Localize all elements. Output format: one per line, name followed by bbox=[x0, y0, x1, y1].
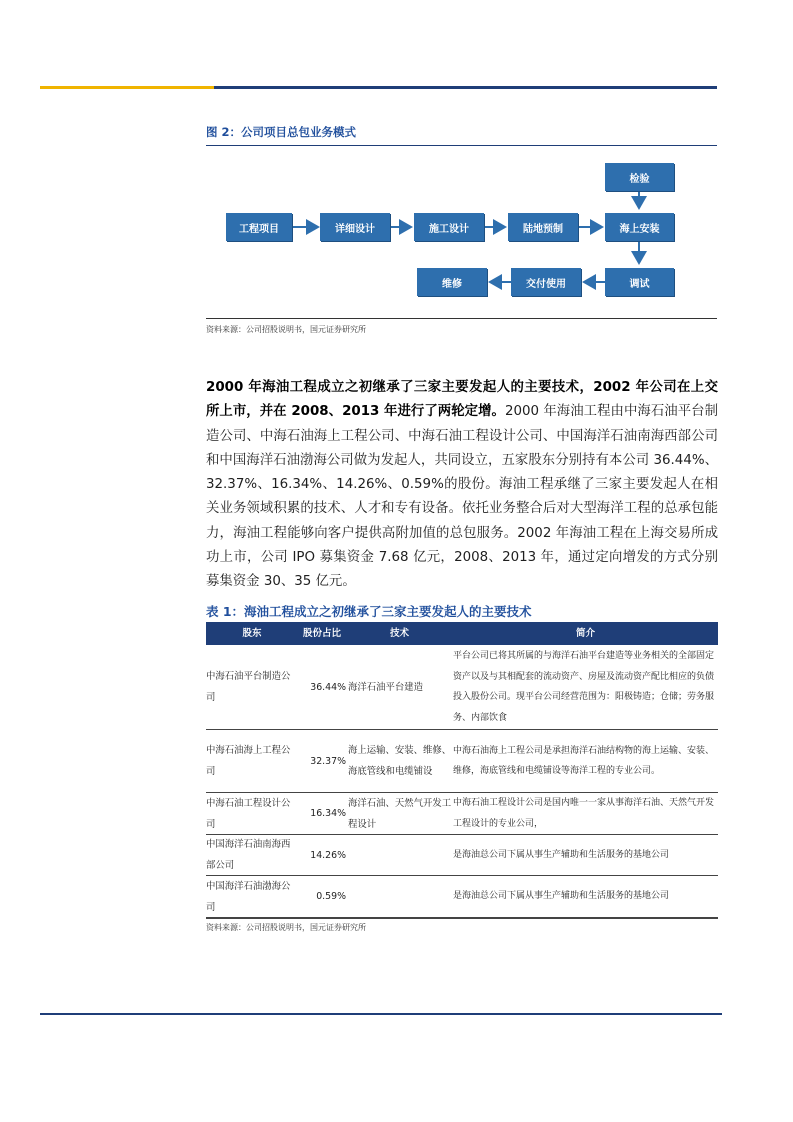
cell-share: 0.59% bbox=[316, 891, 346, 902]
table-source: 资料来源：公司招股说明书，国元证券研究所 bbox=[206, 923, 366, 932]
flowchart-arrows bbox=[0, 0, 793, 320]
flow-box-offshore-install: 海上安装 bbox=[605, 213, 674, 241]
header-intro: 简介 bbox=[575, 628, 595, 639]
flow-box-construct-design: 施工设计 bbox=[414, 213, 484, 241]
cell-tech: 海洋石油、天然气开发工程设计 bbox=[348, 797, 452, 830]
header-share: 股份占比 bbox=[302, 628, 341, 639]
cell-shareholder: 中海石油平台制造公司 bbox=[206, 671, 291, 703]
cell-tech: 海洋石油平台建造 bbox=[348, 681, 424, 693]
cell-share: 16.34% bbox=[310, 808, 346, 819]
body-paragraph bbox=[206, 376, 718, 595]
cell-shareholder: 中国海洋石油渤海公司 bbox=[206, 880, 291, 913]
cell-tech bbox=[348, 835, 452, 875]
paragraph-lead: 2000 年海油工程成立之初继承了三家主要发起人的主要技术，2002 年公司在上交所上市，并在 2008、2013 年进行了两轮定增。 bbox=[206, 380, 718, 420]
cell-tech bbox=[348, 876, 452, 917]
figure-bottom-rule bbox=[206, 318, 717, 319]
table-header bbox=[206, 622, 718, 645]
flow-box-design: 详细设计 bbox=[320, 213, 390, 241]
cell-tech: 海上运输、安装、维修、海底管线和电缆铺设 bbox=[348, 745, 452, 777]
figure-title: 图 2：公司项目总包业务模式 bbox=[206, 125, 357, 139]
cell-share: 36.44% bbox=[310, 681, 346, 693]
flow-box-prefab: 陆地预制 bbox=[508, 213, 578, 241]
flow-box-inspect: 检验 bbox=[605, 163, 674, 191]
cell-intro: 是海油总公司下属从事生产辅助和生活服务的基地公司 bbox=[453, 891, 670, 902]
cell-intro: 是海油总公司下属从事生产辅助和生活服务的基地公司 bbox=[453, 849, 670, 860]
cell-share: 32.37% bbox=[310, 755, 346, 767]
cell-intro: 中海石油工程设计公司是国内唯一一家从事海洋石油、天然气开发工程设计的专业公司， bbox=[453, 798, 715, 829]
table-row bbox=[206, 793, 718, 834]
cell-shareholder: 中国海洋石油南海西部公司 bbox=[206, 839, 291, 871]
header-shareholder: 股东 bbox=[242, 628, 262, 639]
cell-shareholder: 中海石油海上工程公司 bbox=[206, 745, 291, 777]
figure-source: 资料来源：公司招股说明书，国元证券研究所 bbox=[206, 325, 366, 334]
table-bottom-rule bbox=[206, 917, 718, 919]
cell-shareholder: 中海石油工程设计公司 bbox=[206, 797, 291, 830]
cell-intro: 中海石油海上工程公司是承担海洋石油结构物的海上运输、安装、维修，海底管线和电缆铺设等海洋工程的专业公司。 bbox=[453, 745, 715, 776]
paragraph-body: 2000 年海油工程由中海石油平台制造公司、中海石油海上工程公司、中海石油工程设计公司、中国海洋石油南海西部公司和中国海洋石油渤海公司做为发起人，共同设立，五家股东分别持有本公司 36.44%、32.37%、16.34%、14.26%、0.59%的股份。海油工程承继了三家主要发起人在相关业务领域积累的技术、人才和专有设备。依托业务整合后对大型海洋工程的总承包能力，海油工程能够向客户提供高附加值的总包服务。2002 年海油工程在上海交易所成功上市，公司 IPO 募集资金 7.68 亿元，2008、2013 年，通过定向增发的方式分别募集资金 30、35 亿元。 bbox=[206, 404, 718, 590]
flow-box-project: 工程项目 bbox=[226, 213, 292, 241]
table-title: 表 1：海油工程成立之初继承了三家主要发起人的主要技术 bbox=[206, 604, 532, 619]
cell-intro: 平台公司已将其所属的与海洋石油平台建造等业务相关的全部固定资产以及与其相配套的流动资产、房屋及流动资产配比相应的负债投入股份公司。现平台公司经营范围为：阳极铸造；仓储；劳务服务、内部饮食 bbox=[453, 651, 715, 723]
cell-share: 14.26% bbox=[310, 849, 346, 861]
table-row bbox=[206, 835, 718, 875]
footer-rule bbox=[40, 1013, 722, 1015]
table-row bbox=[206, 730, 718, 792]
table-row bbox=[206, 645, 718, 729]
flow-box-deliver: 交付使用 bbox=[511, 268, 581, 296]
flow-box-debug: 调试 bbox=[605, 268, 674, 296]
table-row bbox=[206, 876, 718, 917]
header-tech: 技术 bbox=[389, 628, 409, 639]
flow-box-maintain: 维修 bbox=[417, 268, 487, 296]
